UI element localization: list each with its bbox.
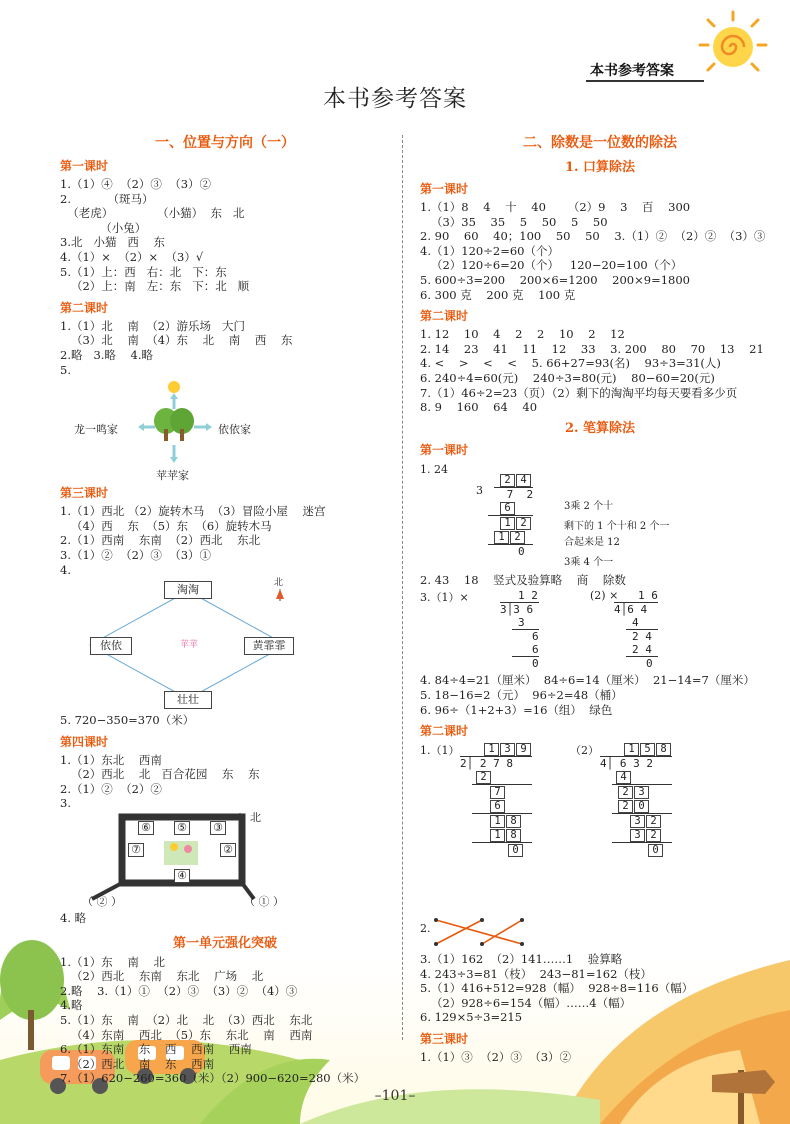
- answer-line: 5.: [60, 362, 71, 377]
- answer-line: 7.（1）620−260=360（米）（2）900−620=280（米）: [60, 1071, 366, 1086]
- answer-line: 4.略: [60, 998, 83, 1013]
- answer-line: （4）西 东 （5）东 （6）旋转木马: [60, 518, 272, 533]
- answer-line: 1.（1）东 南 北: [60, 954, 166, 969]
- answer-line: （老虎） （小猫） 东 北: [60, 206, 245, 221]
- center-label: 苹苹: [180, 640, 199, 651]
- answer-line: 6.（1）东南 东 西 西南 西南: [60, 1042, 252, 1057]
- division-632: 1 5 8 4│ 6 3 2 4 2 3 2 0 3 2 3 2 0: [600, 742, 672, 857]
- division-work: 2 4 7 2 6 1 2 1 2 0: [482, 473, 533, 558]
- matching-lines-figure: 2.: [420, 914, 780, 950]
- answer-line: （2）西北 东南 东北 广场 北: [60, 969, 264, 984]
- answer-line: 1.（1）西北 （2）旋转木马 （3）冒险小屋 迷宫: [60, 504, 326, 519]
- division-36: 1 2 3│3 6 3 6 6 0: [500, 589, 539, 671]
- answer-line: 4. 略: [60, 911, 87, 926]
- subsection-title: 1. 口算除法: [564, 160, 636, 175]
- label-right: 依依家: [218, 423, 251, 437]
- answer-line: 2. 90 60 40；100 50 50 3.（1）② （2）② （3）③: [420, 229, 766, 244]
- area-4: ④: [174, 869, 190, 883]
- answer-line: 4. < > < < 5. 66+27=93(名) 93÷3=31(人): [420, 356, 721, 371]
- answer-line: 1.（1）北 南 （2）游乐场 大门: [60, 318, 246, 333]
- answer-line: 4.（1）× （2）× （3）√: [60, 249, 204, 264]
- answer-line: 3.北 小猫 西 东: [60, 235, 166, 250]
- unit-review-title: 第一单元强化突破: [172, 935, 277, 951]
- answer-line: （3）35 35 5 50 5 50: [420, 214, 608, 229]
- lesson-heading: 第一课时: [60, 159, 109, 173]
- tree-icon: [154, 408, 194, 441]
- answer-line: 4. 243÷3=81（枝） 243−81=162（枝）: [420, 966, 652, 981]
- answer-line: 2.（1）② （2）②: [60, 781, 162, 796]
- answer-line: 2.略 3.略 4.略: [60, 347, 154, 362]
- page-number: –101–: [374, 1088, 416, 1104]
- answer-line: 6. 240÷4=60(元) 240÷3=80(元) 80−60=20(元): [420, 370, 715, 385]
- flower-icon: [164, 841, 198, 865]
- answer-line: 5.（1）上：西 右：北 下：东: [60, 264, 227, 279]
- north-arrow-icon: [276, 589, 284, 601]
- answer-line: 4.: [60, 562, 71, 577]
- lesson1-answers: [60, 177, 390, 294]
- answer-line: （2）928÷6=154（幅）……4（幅）: [420, 995, 632, 1010]
- lesson-heading: 第三课时: [420, 1032, 469, 1047]
- answer-line: 5.（1）东 南 （2）北 北 （3）西北 东北: [60, 1013, 313, 1028]
- division-64: 1 6 4│6 4 4 2 4 2 4 0: [614, 589, 658, 671]
- tree-direction-figure: [60, 379, 390, 483]
- subsection-title: 2. 笔算除法: [564, 420, 636, 436]
- box-left: 依依: [90, 637, 132, 655]
- tree-left: [0, 940, 64, 1020]
- answer-line: 5. 18−16=2（元） 96÷2=48（桶）: [420, 687, 623, 702]
- lesson-heading: 第四课时: [60, 734, 109, 749]
- answer-line: 2. 43 18 竖式及验算略 商 除数: [420, 572, 626, 587]
- section-title-position: 一、位置与方向（一）: [155, 135, 295, 151]
- answer-line: 2.（1）西南 东南 （2）西北 东北: [60, 533, 261, 548]
- answer-line: 3.: [60, 796, 71, 811]
- answer-line: 3.（1）② （2）③ （3）①: [60, 547, 212, 562]
- column-divider: [402, 135, 403, 1040]
- answer-line: 8. 9 160 64 40: [420, 400, 538, 415]
- division-278: 1 3 9 2│ 2 7 8 2 7 6 1 8 1 8 0: [460, 742, 532, 857]
- area-7: ⑦: [128, 843, 144, 857]
- annotation: 合起来是 12: [564, 536, 620, 548]
- lesson-heading: 第一课时: [420, 442, 469, 457]
- box-bottom: 壮壮: [164, 691, 212, 709]
- answer-line: 1.（1）8 4 十 40 （2）9 3 百 300: [420, 200, 691, 214]
- answer-line: 2.略 3.（1）① （2）③ （3）② （4）③: [60, 983, 298, 998]
- division-boxes-figure: 1.（1） 1 3 9 2│ 2 7 8 2 7 6 1 8 1 8 0 （2） 1 5 8 4│ 6 3 2 4 2 3 2 0 3 2 3 2 0: [420, 742, 780, 912]
- outside-right-label: （ ① ）: [244, 895, 284, 909]
- answer-line: 3.（1）162 （2）141……1 验算略: [420, 952, 623, 967]
- problem-1-answer: 1. 24: [420, 462, 448, 476]
- area-5: ⑤: [174, 821, 190, 835]
- answer-line: 5. 720−350=370（米）: [60, 713, 195, 728]
- garden-map-figure: [60, 813, 390, 909]
- annotation: 3乘 2 个十: [564, 500, 614, 512]
- north-label: 北: [274, 578, 284, 589]
- box-right: 黄霏霏: [244, 637, 294, 655]
- area-6: ⑥: [138, 821, 154, 835]
- lesson-heading: 第二课时: [420, 309, 469, 324]
- answer-line: （4）东南 西北 （5）东 东北 南 西南: [60, 1027, 313, 1042]
- label-bottom: 苹苹家: [156, 469, 189, 483]
- lesson-heading: 第二课时: [420, 724, 469, 739]
- answer-line: 2. 14 23 41 11 12 33 3. 200 80 70 13 21: [420, 341, 764, 356]
- running-header: 本书参考答案: [590, 63, 674, 79]
- answer-line: 4. 84÷4=21（厘米） 84÷6=14（厘米） 21−14=7（厘米）: [420, 673, 755, 688]
- box-top: 淘淘: [164, 581, 212, 599]
- answer-line: 1.（1）③ （2）③ （3）②: [420, 1050, 572, 1065]
- answer-line: 6. 96÷（1+2+3）=16（组） 绿色: [420, 702, 613, 717]
- answer-line: 6. 300 克 200 克 100 克: [420, 287, 576, 302]
- answer-line: （2）上：南 左：东 下：北 顺: [60, 279, 250, 294]
- division-check-figure: 3.（1）× 1 2 3│3 6 3 6 6 0 (2) × 1 6 4│6 4 4 2 4 2 4 0: [420, 589, 658, 671]
- long-division-24: 1. 24 2 4 7 2 6 1 2 1 2 0 3 3乘 2 个十 剩下的 1 个十和 2 个一 合起来是 12 3乘 4 个一: [420, 462, 670, 568]
- section-title-division: 二、除数是一位数的除法: [523, 135, 677, 151]
- annotation: 3乘 4 个一: [564, 556, 614, 568]
- answer-line: 1. 12 10 4 2 2 10 2 12: [420, 327, 625, 342]
- answer-line: 1.（1）④ （2）③ （3）②: [60, 177, 212, 191]
- right-column: [420, 132, 780, 1065]
- answer-line: （2）西北 南 东 西南: [60, 1056, 215, 1071]
- area-2: ②: [220, 843, 236, 857]
- answer-line: 6. 129×5÷3=215: [420, 1010, 523, 1025]
- sun-small-icon: [168, 381, 180, 393]
- answer-line: （2）西北 北 百合花园 东 东: [60, 767, 260, 782]
- annotation: 剩下的 1 个十和 2 个一: [564, 520, 670, 532]
- area-3: ③: [210, 821, 226, 835]
- outside-left-label: （ ② ）: [82, 895, 122, 909]
- answer-line: 5. 600÷3=200 200×6=1200 200×9=1800: [420, 272, 690, 287]
- lesson-heading: 第二课时: [60, 300, 109, 315]
- left-column: [60, 132, 390, 1086]
- answer-line: 5.（1）416+512=928（幅） 928÷8=116（幅）: [420, 981, 694, 996]
- lesson-heading: 第三课时: [60, 486, 109, 501]
- answer-line: 1.（1）东北 西南: [60, 752, 162, 767]
- answer-line: （小兔）: [60, 220, 147, 235]
- label-left: 龙一鸣家: [74, 423, 118, 437]
- page-title: 本书参考答案: [323, 86, 467, 112]
- answer-line: （2）120÷6=20（个） 120−20=100（个）: [420, 258, 683, 273]
- diamond-figure: [60, 579, 390, 711]
- answer-line: 3.（1）×: [420, 591, 469, 605]
- answer-line: 2. （斑马）: [60, 191, 154, 206]
- answer-line: 7.（1）46÷2=23（页）（2）剩下的淘淘平均每天要看多少页: [420, 385, 738, 400]
- answer-line: （3）北 南 （4）东 北 南 西 东: [60, 333, 293, 348]
- north-label: 北: [250, 811, 261, 825]
- lesson-heading: 第一课时: [420, 182, 469, 196]
- answer-line: 4.（1）120÷2=60（个）: [420, 243, 559, 258]
- sun-icon: [698, 10, 768, 80]
